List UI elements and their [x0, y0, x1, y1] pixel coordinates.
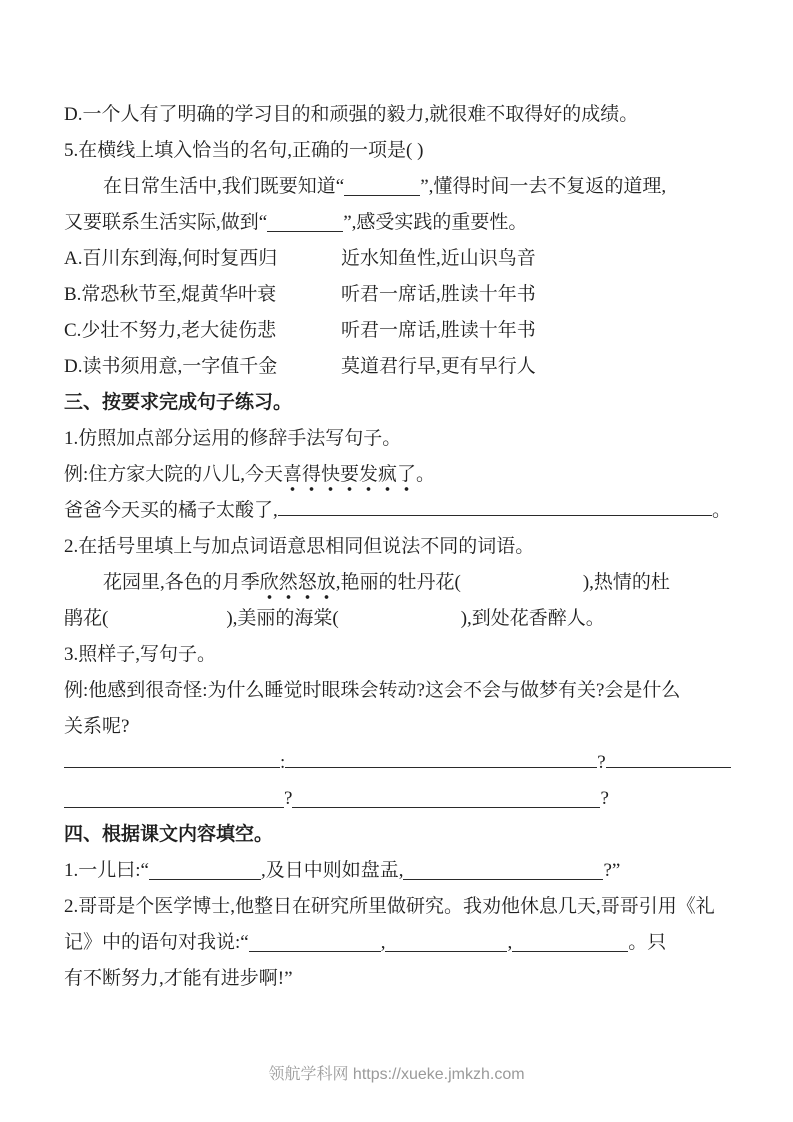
s3-q2-line1-mid: ,艳丽的牡丹花( [335, 572, 461, 593]
s3-q3-stem [64, 637, 731, 673]
s4-q1-pre: 1.一儿曰:“ [64, 860, 149, 881]
s4-q2-line2-pre: 记》中的语句对我说:“ [64, 932, 249, 953]
s4-q1-mid: ,及日中则如盘盂, [260, 860, 404, 881]
question-mark: ? [284, 788, 293, 809]
colon-mark: : [280, 752, 286, 773]
s3-q3-answer-row-1 [64, 745, 731, 781]
s4-q2-line-1 [64, 889, 731, 925]
s4-q2-line-2 [64, 925, 731, 961]
q5-context-line-1 [64, 169, 731, 205]
s3-q2-line-2 [64, 601, 731, 637]
q5-option-b-right: 听君一席话,胜读十年书 [341, 284, 536, 305]
s3-q3-example1-text: 例:他感到很奇怪:为什么睡觉时眼珠会转动?这会不会与做梦有关?会是什么 [64, 680, 681, 701]
answer-blank [278, 506, 712, 516]
s3-q1-answer-end: 。 [711, 500, 731, 521]
s3-q3-example-line-1 [64, 673, 731, 709]
s3-q3-answer-row-2 [64, 781, 731, 817]
s4-q2-line2-post: 。只 [628, 932, 667, 953]
s3-q1-stem [64, 421, 731, 457]
s3-q3-example-line-2 [64, 709, 731, 745]
q5-option-row-b [64, 277, 731, 313]
s3-q2-stem [64, 529, 731, 565]
answer-blank [249, 942, 381, 952]
answer-blank [292, 798, 600, 808]
answer-blank [512, 942, 628, 952]
answer-blank [385, 942, 507, 952]
prev-question-option-d [64, 97, 731, 133]
q5-context1-post: ”,懂得时间一去不复返的道理, [420, 176, 667, 197]
footer-url-link[interactable]: https://xueke.jmkzh.com [352, 1066, 525, 1083]
answer-blank [606, 758, 731, 768]
comma-mark: , [380, 932, 386, 953]
s3-q2-line2-mid: ),美丽的海棠( [226, 608, 339, 629]
question-mark: ? [600, 788, 609, 809]
q5-option-b-left: B.常恐秋节至,焜黄华叶衰 [64, 284, 277, 305]
q5-stem [64, 133, 731, 169]
s3-q1-example-emphasized: 喜得快要发疯了 [283, 464, 416, 492]
q5-option-a-left: A.百川东到海,何时复西归 [64, 248, 278, 269]
s3-q1-example [64, 457, 731, 493]
comma-mark: , [507, 932, 513, 953]
s3-q3-example2-text: 关系呢? [64, 716, 130, 737]
q5-option-c-right: 听君一席话,胜读十年书 [341, 320, 536, 341]
answer-blank [64, 758, 280, 768]
q5-option-row-d [64, 349, 731, 385]
section-3-heading-text: 三、按要求完成句子练习。 [64, 392, 293, 413]
s3-q2-line2-post: ),到处花香醉人。 [460, 608, 605, 629]
q5-context2-pre: 又要联系生活实际,做到“ [64, 212, 268, 233]
s3-q2-line-1 [64, 565, 731, 601]
q5-stem-text: 5.在横线上填入恰当的名句,正确的一项是( ) [64, 140, 424, 161]
footer-site-name: 领航学科网 [268, 1066, 349, 1083]
answer-blank [285, 758, 597, 768]
question-mark: ? [597, 752, 606, 773]
s3-q2-line1-emphasized: 欣然怒放 [260, 572, 336, 600]
s3-q1-example-post: 。 [416, 464, 436, 485]
q5-option-d-right: 莫道君行早,更有早行人 [341, 356, 536, 377]
q5-option-c-left: C.少壮不努力,老大徒伤悲 [64, 320, 277, 341]
s3-q1-answer-line [64, 493, 731, 529]
s3-q2-line1-post: ),热情的杜 [582, 572, 670, 593]
section-3-heading [64, 385, 731, 421]
q5-option-row-c [64, 313, 731, 349]
s3-q1-stem-text: 1.仿照加点部分运用的修辞手法写句子。 [64, 428, 402, 449]
q5-option-row-a [64, 241, 731, 277]
s3-q1-example-pre: 例:住方家大院的八儿,今天 [64, 464, 284, 485]
q5-context1-pre: 在日常生活中,我们既要知道“ [103, 176, 345, 197]
paren-answer-space [108, 623, 226, 624]
q5-option-a-right: 近水知鱼性,近山识鸟音 [341, 248, 536, 269]
answer-blank [344, 186, 420, 196]
s4-q1-line [64, 853, 731, 889]
answer-blank [64, 798, 284, 808]
s3-q3-stem-text: 3.照样子,写句子。 [64, 644, 217, 665]
s4-q1-post: ?” [603, 860, 621, 881]
paren-answer-space [461, 587, 583, 588]
paren-answer-space [339, 623, 461, 624]
s3-q2-line1-pre: 花园里,各色的月季 [103, 572, 260, 593]
section-4-heading-text: 四、根据课文内容填空。 [64, 824, 274, 845]
s3-q1-answer-pre: 爸爸今天买的橘子太酸了, [64, 500, 278, 521]
s3-q2-stem-text: 2.在括号里填上与加点词语意思相同但说法不同的词语。 [64, 536, 535, 557]
option-d-text: D.一个人有了明确的学习目的和顽强的毅力,就很难不取得好的成绩。 [64, 104, 639, 125]
q5-option-d-left: D.读书须用意,一字值千金 [64, 356, 278, 377]
q5-context2-post: ”,感受实践的重要性。 [343, 212, 528, 233]
answer-blank [403, 870, 603, 880]
q5-context-line-2 [64, 205, 731, 241]
section-4-heading [64, 817, 731, 853]
answer-blank [267, 222, 343, 232]
exam-content [64, 97, 731, 997]
footer [0, 1063, 793, 1087]
s3-q2-line2-pre: 鹃花( [64, 608, 109, 629]
answer-blank [149, 870, 261, 880]
s4-q2-line-3 [64, 961, 731, 997]
s4-q2-line1-text: 2.哥哥是个医学博士,他整日在研究所里做研究。我劝他休息几天,哥哥引用《礼 [64, 896, 715, 917]
s4-q2-line3-text: 有不断努力,才能有进步啊!” [64, 968, 293, 989]
